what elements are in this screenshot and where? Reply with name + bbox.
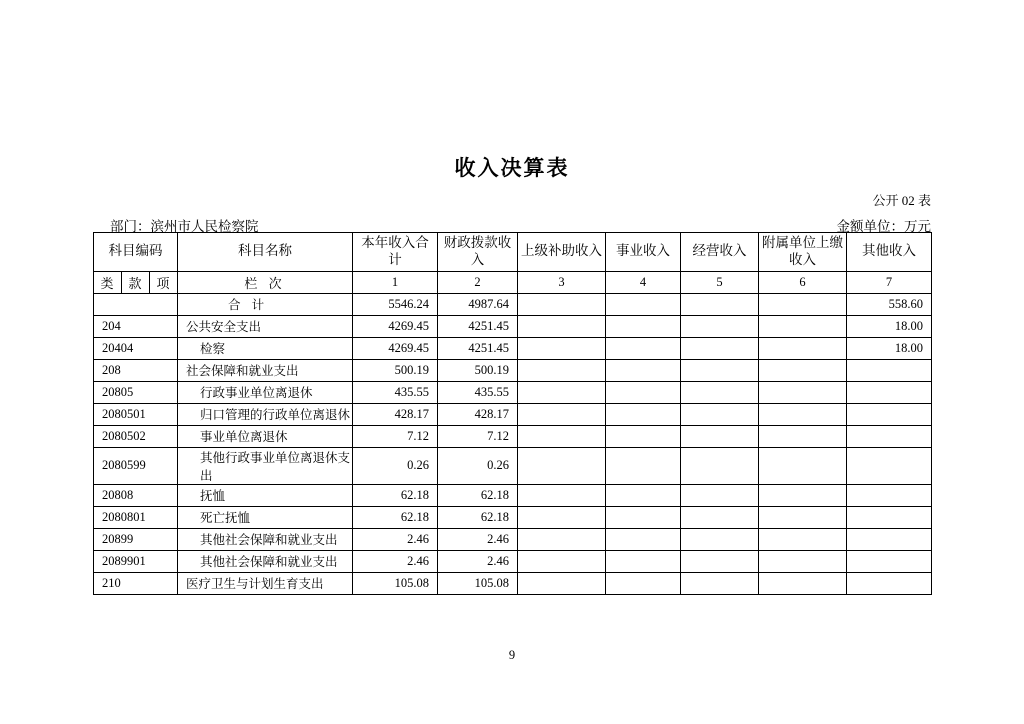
row-value-2: 0.26 (438, 447, 518, 484)
row-value-1: 0.26 (353, 447, 438, 484)
row-code: 210 (94, 572, 178, 594)
row-value-5 (681, 484, 759, 506)
row-value-6 (759, 425, 847, 447)
row-value-5 (681, 337, 759, 359)
header-lanci-label: 栏 次 (178, 271, 353, 293)
row-value-4 (606, 528, 681, 550)
row-value-4 (606, 403, 681, 425)
header-code-lei: 类 (94, 271, 122, 293)
row-value-2: 500.19 (438, 359, 518, 381)
row-name: 行政事业单位离退休 (178, 381, 353, 403)
row-value-1: 4269.45 (353, 337, 438, 359)
table-row (94, 528, 932, 550)
row-value-4 (606, 315, 681, 337)
row-value-6 (759, 550, 847, 572)
row-value-6 (759, 293, 847, 315)
col-number-7: 7 (847, 271, 932, 293)
row-value-3 (518, 381, 606, 403)
row-value-5 (681, 381, 759, 403)
table-row (94, 337, 932, 359)
row-value-7 (847, 506, 932, 528)
header-col-5: 经营收入 (681, 233, 759, 272)
row-value-4 (606, 337, 681, 359)
row-value-7 (847, 359, 932, 381)
row-value-4 (606, 506, 681, 528)
row-value-6 (759, 572, 847, 594)
row-value-2: 4251.45 (438, 337, 518, 359)
col-number-2: 2 (438, 271, 518, 293)
row-value-2: 435.55 (438, 381, 518, 403)
row-value-2: 2.46 (438, 528, 518, 550)
row-value-6 (759, 337, 847, 359)
row-name: 合 计 (178, 293, 353, 315)
row-value-4 (606, 572, 681, 594)
row-value-7 (847, 425, 932, 447)
row-value-7 (847, 447, 932, 484)
table-row (94, 506, 932, 528)
row-value-2: 105.08 (438, 572, 518, 594)
row-value-5 (681, 506, 759, 528)
row-value-3 (518, 359, 606, 381)
row-value-6 (759, 381, 847, 403)
row-value-3 (518, 425, 606, 447)
header-col-2: 财政拨款收入 (438, 233, 518, 272)
table-row (94, 381, 932, 403)
col-number-6: 6 (759, 271, 847, 293)
row-value-2: 4987.64 (438, 293, 518, 315)
row-code (94, 293, 178, 315)
row-value-4 (606, 359, 681, 381)
col-number-5: 5 (681, 271, 759, 293)
row-value-2: 4251.45 (438, 315, 518, 337)
col-number-1: 1 (353, 271, 438, 293)
row-value-6 (759, 447, 847, 484)
row-value-7 (847, 484, 932, 506)
table-row (94, 293, 932, 315)
row-value-1: 105.08 (353, 572, 438, 594)
row-value-7 (847, 403, 932, 425)
row-name: 死亡抚恤 (178, 506, 353, 528)
col-number-4: 4 (606, 271, 681, 293)
row-value-2: 428.17 (438, 403, 518, 425)
col-number-3: 3 (518, 271, 606, 293)
row-value-1: 2.46 (353, 528, 438, 550)
table-row (94, 403, 932, 425)
row-value-1: 62.18 (353, 506, 438, 528)
header-col-4: 事业收入 (606, 233, 681, 272)
row-value-5 (681, 315, 759, 337)
row-code: 20808 (94, 484, 178, 506)
table-row (94, 359, 932, 381)
page-title: 收入决算表 (454, 156, 570, 180)
row-code: 20805 (94, 381, 178, 403)
row-value-7 (847, 528, 932, 550)
row-value-2: 2.46 (438, 550, 518, 572)
page-number: 9 (508, 648, 516, 662)
row-value-2: 62.18 (438, 484, 518, 506)
row-value-3 (518, 572, 606, 594)
row-value-3 (518, 337, 606, 359)
row-value-5 (681, 447, 759, 484)
row-value-7 (847, 381, 932, 403)
row-value-7 (847, 550, 932, 572)
row-value-1: 435.55 (353, 381, 438, 403)
row-name: 归口管理的行政单位离退休 (178, 403, 353, 425)
row-name: 其他社会保障和就业支出 (178, 550, 353, 572)
row-code: 2080502 (94, 425, 178, 447)
row-value-7: 18.00 (847, 337, 932, 359)
revenue-settlement-table (93, 232, 932, 595)
row-value-4 (606, 550, 681, 572)
row-value-7 (847, 572, 932, 594)
header-code-xiang: 项 (150, 271, 178, 293)
row-value-3 (518, 484, 606, 506)
row-value-3 (518, 403, 606, 425)
table-column-number-row (94, 271, 932, 293)
row-value-3 (518, 447, 606, 484)
row-value-5 (681, 528, 759, 550)
row-value-5 (681, 550, 759, 572)
row-value-3 (518, 506, 606, 528)
row-value-6 (759, 506, 847, 528)
row-value-1: 7.12 (353, 425, 438, 447)
row-code: 2080501 (94, 403, 178, 425)
row-value-4 (606, 293, 681, 315)
header-code-kuan: 款 (122, 271, 150, 293)
header-col-1: 本年收入合计 (353, 233, 438, 272)
row-value-3 (518, 550, 606, 572)
row-code: 204 (94, 315, 178, 337)
row-value-5 (681, 572, 759, 594)
row-name: 检察 (178, 337, 353, 359)
row-value-2: 7.12 (438, 425, 518, 447)
row-value-1: 62.18 (353, 484, 438, 506)
row-code: 20899 (94, 528, 178, 550)
row-value-1: 500.19 (353, 359, 438, 381)
table-row (94, 572, 932, 594)
row-code: 2089901 (94, 550, 178, 572)
row-value-6 (759, 403, 847, 425)
department-label: 部门：滨州市人民检察院 (110, 219, 259, 234)
row-value-3 (518, 315, 606, 337)
header-col-6: 附属单位上缴收入 (759, 233, 847, 272)
row-value-5 (681, 425, 759, 447)
row-value-4 (606, 381, 681, 403)
header-col-7: 其他收入 (847, 233, 932, 272)
row-code: 208 (94, 359, 178, 381)
row-name: 事业单位离退休 (178, 425, 353, 447)
header-subject-name: 科目名称 (178, 233, 353, 272)
row-code: 20404 (94, 337, 178, 359)
row-name: 医疗卫生与计划生育支出 (178, 572, 353, 594)
row-value-2: 62.18 (438, 506, 518, 528)
row-value-1: 428.17 (353, 403, 438, 425)
row-value-1: 4269.45 (353, 315, 438, 337)
table-row (94, 425, 932, 447)
row-name: 社会保障和就业支出 (178, 359, 353, 381)
row-value-7: 18.00 (847, 315, 932, 337)
row-value-6 (759, 484, 847, 506)
row-value-5 (681, 359, 759, 381)
row-value-1: 2.46 (353, 550, 438, 572)
row-name: 其他社会保障和就业支出 (178, 528, 353, 550)
row-name: 公共安全支出 (178, 315, 353, 337)
row-value-4 (606, 447, 681, 484)
row-value-6 (759, 315, 847, 337)
table-row (94, 484, 932, 506)
table-row (94, 550, 932, 572)
row-name: 抚恤 (178, 484, 353, 506)
row-value-3 (518, 293, 606, 315)
row-value-6 (759, 359, 847, 381)
row-name: 其他行政事业单位离退休支出 (178, 447, 353, 484)
row-value-1: 5546.24 (353, 293, 438, 315)
row-value-4 (606, 425, 681, 447)
row-value-6 (759, 528, 847, 550)
row-value-7: 558.60 (847, 293, 932, 315)
table-row (94, 315, 932, 337)
header-code-group: 科目编码 (94, 233, 178, 272)
row-code: 2080801 (94, 506, 178, 528)
amount-unit-label: 金额单位：万元 (836, 219, 931, 234)
row-value-4 (606, 484, 681, 506)
row-value-5 (681, 403, 759, 425)
row-code: 2080599 (94, 447, 178, 484)
header-col-3: 上级补助收入 (518, 233, 606, 272)
form-code-label: 公开 02 表 (872, 193, 931, 208)
table-row (94, 447, 932, 484)
row-value-5 (681, 293, 759, 315)
row-value-3 (518, 528, 606, 550)
